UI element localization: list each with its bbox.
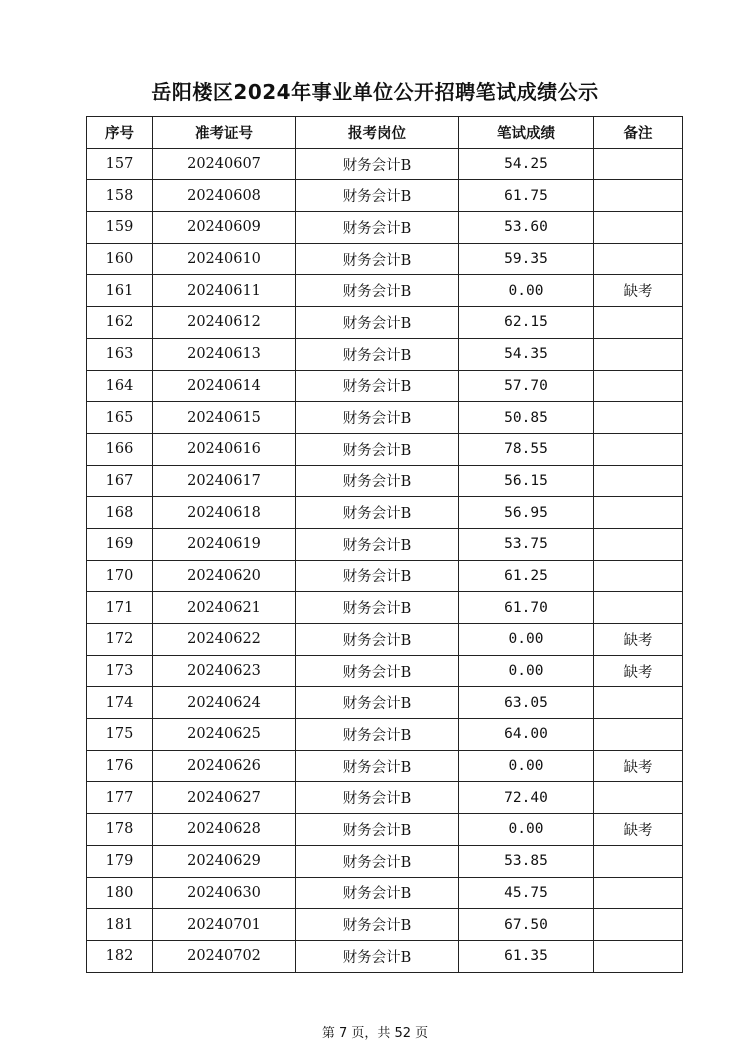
cell-position: 财务会计B (296, 243, 459, 275)
cell-position: 财务会计B (296, 719, 459, 751)
cell-position: 财务会计B (296, 624, 459, 656)
cell-position: 财务会计B (296, 655, 459, 687)
cell-seq: 176 (87, 750, 153, 782)
cell-ticket-number: 20240613 (153, 338, 296, 370)
header-position: 报考岗位 (296, 117, 459, 149)
table-row (87, 940, 683, 972)
cell-seq: 163 (87, 338, 153, 370)
cell-ticket-number: 20240612 (153, 307, 296, 339)
cell-score: 78.55 (459, 433, 594, 465)
table-row (87, 433, 683, 465)
cell-ticket-number: 20240611 (153, 275, 296, 307)
cell-position: 财务会计B (296, 592, 459, 624)
cell-score: 61.25 (459, 560, 594, 592)
cell-remark (594, 307, 683, 339)
cell-position: 财务会计B (296, 148, 459, 180)
cell-position: 财务会计B (296, 687, 459, 719)
cell-remark: 缺考 (594, 750, 683, 782)
page-title: 岳阳楼区2024年事业单位公开招聘笔试成绩公示 (151, 80, 599, 104)
table-row (87, 750, 683, 782)
cell-remark (594, 338, 683, 370)
cell-ticket-number: 20240620 (153, 560, 296, 592)
table-header-row (87, 117, 683, 149)
cell-remark (594, 433, 683, 465)
table-row (87, 180, 683, 212)
cell-ticket-number: 20240609 (153, 212, 296, 244)
cell-score: 53.85 (459, 845, 594, 877)
cell-ticket-number: 20240621 (153, 592, 296, 624)
cell-seq: 174 (87, 687, 153, 719)
cell-seq: 181 (87, 909, 153, 941)
cell-seq: 168 (87, 497, 153, 529)
cell-seq: 157 (87, 148, 153, 180)
cell-position: 财务会计B (296, 814, 459, 846)
cell-seq: 167 (87, 465, 153, 497)
cell-position: 财务会计B (296, 180, 459, 212)
cell-remark: 缺考 (594, 655, 683, 687)
cell-seq: 170 (87, 560, 153, 592)
table-row (87, 845, 683, 877)
table-row (87, 402, 683, 434)
cell-score: 45.75 (459, 877, 594, 909)
table-row (87, 782, 683, 814)
cell-position: 财务会计B (296, 782, 459, 814)
cell-position: 财务会计B (296, 402, 459, 434)
cell-ticket-number: 20240615 (153, 402, 296, 434)
cell-remark (594, 497, 683, 529)
cell-seq: 182 (87, 940, 153, 972)
cell-remark (594, 909, 683, 941)
cell-position: 财务会计B (296, 845, 459, 877)
cell-remark (594, 148, 683, 180)
cell-score: 53.75 (459, 528, 594, 560)
cell-ticket-number: 20240607 (153, 148, 296, 180)
cell-remark (594, 402, 683, 434)
scores-table (86, 116, 683, 973)
cell-seq: 177 (87, 782, 153, 814)
cell-position: 财务会计B (296, 750, 459, 782)
cell-score: 67.50 (459, 909, 594, 941)
cell-seq: 179 (87, 845, 153, 877)
cell-ticket-number: 20240617 (153, 465, 296, 497)
cell-score: 61.70 (459, 592, 594, 624)
cell-remark (594, 940, 683, 972)
cell-ticket-number: 20240701 (153, 909, 296, 941)
cell-score: 63.05 (459, 687, 594, 719)
cell-remark (594, 719, 683, 751)
cell-seq: 180 (87, 877, 153, 909)
cell-remark (594, 212, 683, 244)
cell-ticket-number: 20240623 (153, 655, 296, 687)
cell-position: 财务会计B (296, 433, 459, 465)
cell-seq: 169 (87, 528, 153, 560)
cell-position: 财务会计B (296, 560, 459, 592)
cell-position: 财务会计B (296, 528, 459, 560)
cell-remark (594, 243, 683, 275)
cell-seq: 160 (87, 243, 153, 275)
cell-ticket-number: 20240630 (153, 877, 296, 909)
header-ticket-number: 准考证号 (153, 117, 296, 149)
header-seq: 序号 (87, 117, 153, 149)
cell-position: 财务会计B (296, 275, 459, 307)
table-row (87, 909, 683, 941)
cell-position: 财务会计B (296, 307, 459, 339)
cell-score: 61.35 (459, 940, 594, 972)
cell-remark (594, 592, 683, 624)
cell-score: 50.85 (459, 402, 594, 434)
cell-position: 财务会计B (296, 465, 459, 497)
table-row (87, 497, 683, 529)
cell-seq: 178 (87, 814, 153, 846)
table-row (87, 148, 683, 180)
table-row (87, 275, 683, 307)
cell-score: 56.15 (459, 465, 594, 497)
cell-score: 54.35 (459, 338, 594, 370)
cell-remark (594, 465, 683, 497)
table-body (87, 148, 683, 972)
table-row (87, 560, 683, 592)
table-row (87, 877, 683, 909)
cell-ticket-number: 20240626 (153, 750, 296, 782)
header-score: 笔试成绩 (459, 117, 594, 149)
cell-ticket-number: 20240622 (153, 624, 296, 656)
cell-remark (594, 845, 683, 877)
table-row (87, 212, 683, 244)
cell-position: 财务会计B (296, 909, 459, 941)
cell-seq: 161 (87, 275, 153, 307)
cell-position: 财务会计B (296, 877, 459, 909)
cell-score: 56.95 (459, 497, 594, 529)
cell-seq: 164 (87, 370, 153, 402)
cell-ticket-number: 20240610 (153, 243, 296, 275)
cell-remark (594, 180, 683, 212)
cell-seq: 166 (87, 433, 153, 465)
cell-position: 财务会计B (296, 940, 459, 972)
table-row (87, 243, 683, 275)
cell-score: 0.00 (459, 624, 594, 656)
cell-ticket-number: 20240624 (153, 687, 296, 719)
cell-ticket-number: 20240702 (153, 940, 296, 972)
cell-seq: 173 (87, 655, 153, 687)
cell-remark: 缺考 (594, 814, 683, 846)
table-row (87, 719, 683, 751)
cell-ticket-number: 20240618 (153, 497, 296, 529)
cell-ticket-number: 20240614 (153, 370, 296, 402)
cell-ticket-number: 20240628 (153, 814, 296, 846)
table-row (87, 592, 683, 624)
table-row (87, 338, 683, 370)
header-remark: 备注 (594, 117, 683, 149)
table-row (87, 624, 683, 656)
cell-score: 0.00 (459, 655, 594, 687)
cell-seq: 165 (87, 402, 153, 434)
cell-remark (594, 528, 683, 560)
cell-ticket-number: 20240625 (153, 719, 296, 751)
cell-ticket-number: 20240608 (153, 180, 296, 212)
table-row (87, 687, 683, 719)
cell-remark (594, 687, 683, 719)
cell-score: 64.00 (459, 719, 594, 751)
cell-seq: 162 (87, 307, 153, 339)
cell-remark (594, 782, 683, 814)
cell-remark (594, 560, 683, 592)
cell-remark: 缺考 (594, 275, 683, 307)
cell-seq: 158 (87, 180, 153, 212)
table-row (87, 655, 683, 687)
cell-ticket-number: 20240616 (153, 433, 296, 465)
cell-seq: 171 (87, 592, 153, 624)
cell-seq: 172 (87, 624, 153, 656)
table-row (87, 528, 683, 560)
cell-seq: 159 (87, 212, 153, 244)
cell-ticket-number: 20240619 (153, 528, 296, 560)
cell-score: 59.35 (459, 243, 594, 275)
cell-remark: 缺考 (594, 624, 683, 656)
cell-ticket-number: 20240629 (153, 845, 296, 877)
cell-score: 0.00 (459, 814, 594, 846)
cell-score: 72.40 (459, 782, 594, 814)
cell-position: 财务会计B (296, 212, 459, 244)
cell-score: 54.25 (459, 148, 594, 180)
cell-seq: 175 (87, 719, 153, 751)
cell-score: 57.70 (459, 370, 594, 402)
table-row (87, 814, 683, 846)
cell-position: 财务会计B (296, 497, 459, 529)
table-row (87, 465, 683, 497)
cell-score: 0.00 (459, 750, 594, 782)
cell-remark (594, 877, 683, 909)
cell-ticket-number: 20240627 (153, 782, 296, 814)
page-number: 第 7 页，共 52 页 (321, 1026, 429, 1041)
cell-score: 0.00 (459, 275, 594, 307)
cell-score: 53.60 (459, 212, 594, 244)
table-row (87, 307, 683, 339)
cell-position: 财务会计B (296, 370, 459, 402)
cell-position: 财务会计B (296, 338, 459, 370)
cell-score: 62.15 (459, 307, 594, 339)
cell-score: 61.75 (459, 180, 594, 212)
table-row (87, 370, 683, 402)
cell-remark (594, 370, 683, 402)
